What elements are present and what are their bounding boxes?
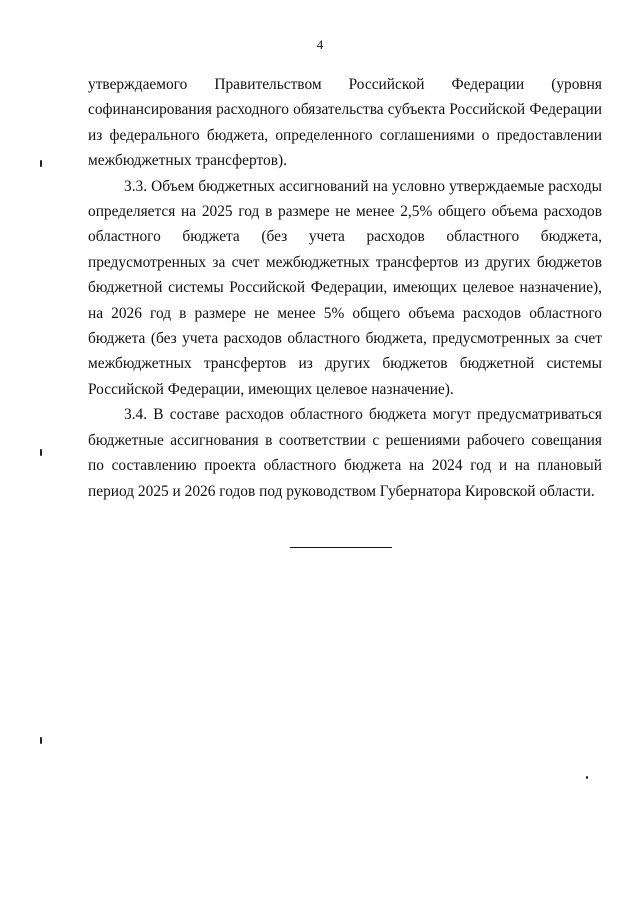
paragraph-clause-3-4: 3.4. В составе расходов областного бюджета могут предусматриваться бюджетные ассигнования в соответствии с решениями рабочего совещания по составлению проекта областного бюджета на 2024 год и на плановый период 2025 и 2026 годов под руководством Губернатора Кировской области. xyxy=(88,406,602,500)
document-body xyxy=(88,72,602,504)
page-number: 4 xyxy=(316,37,324,52)
scan-speck xyxy=(586,776,588,779)
scan-speck xyxy=(40,449,42,456)
scan-speck xyxy=(40,737,42,744)
paragraph-clause-3-3: 3.3. Объем бюджетных ассигнований на условно утверждаемые расходы определяется на 2025 год в размере не менее 2,5% общего объема расходов областного бюджета (без учета расходов областного бюджета, предусмотренных за счет межбюджетных трансфертов из других бюджетов бюджетной системы Российской Федерации, имеющих целевое назначение), на 2026 год в размере не менее 5% общего объема расходов областного бюджета (без учета расходов областного бюджета, предусмотренных за счет межбюджетных трансфертов из других бюджетов бюджетной системы Российской Федерации, имеющих целевое назначение). xyxy=(88,177,602,398)
scan-speck xyxy=(40,160,42,167)
paragraph-continuation: утверждаемого Правительством Российской Федерации (уровня софинансирования расходного обязательства субъекта Российской Федерации из федерального бюджета, определенного соглашениями о предоставлении межбюджетных трансфертов). xyxy=(88,76,602,170)
closing-separator-line xyxy=(290,547,392,548)
